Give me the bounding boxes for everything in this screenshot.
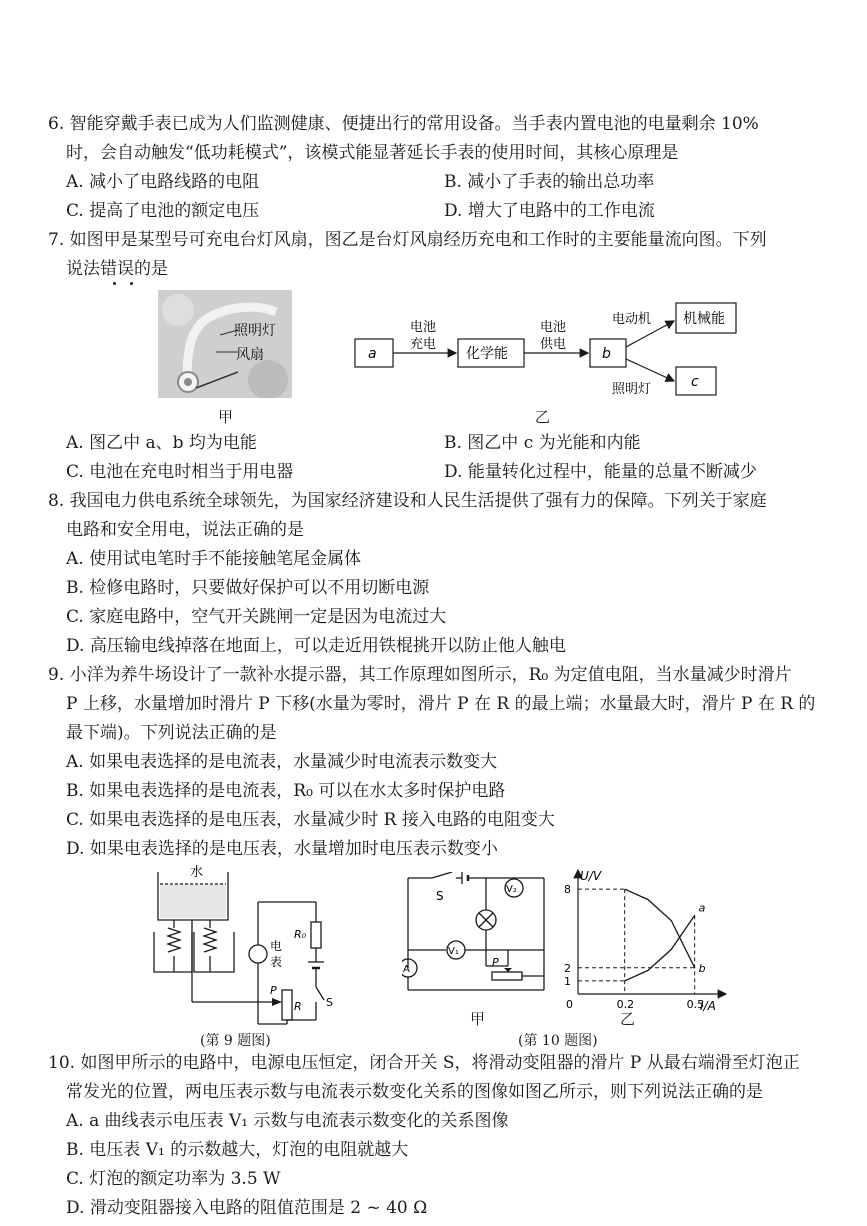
q9-option-c: C. 如果电表选择的是电压表，水量减少时 R 接入电路的电阻变大	[66, 810, 555, 830]
meter-circle	[249, 945, 267, 963]
s-label: S	[436, 889, 444, 903]
x-tick-label: 0.2	[616, 998, 635, 1011]
y-tick-label: 1	[564, 974, 571, 988]
q7-option-c: C. 电池在充电时相当于用电器	[66, 462, 294, 482]
q8-stem-line1: 8. 我国电力供电系统全球领先，为国家经济建设和人民生活提供了强有力的保障。下列关于家庭	[48, 491, 767, 511]
meter-label2: 表	[270, 955, 283, 969]
q6-stem-line1: 6. 智能穿戴手表已成为人们监测健康、便捷出行的常用设备。当手表内置电池的电量剩余 10%	[48, 114, 759, 134]
q10-circuit-figure	[402, 872, 552, 1000]
q9-figure-caption: (第 9 题图)	[200, 1033, 271, 1049]
q9-option-b: B. 如果电表选择的是电流表，R₀ 可以在水太多时保护电路	[66, 781, 506, 801]
v2-label: V₂	[506, 884, 517, 895]
q8-option-a: A. 使用试电笔时手不能接触笔尾金属体	[66, 549, 362, 569]
emphasis-dot	[130, 282, 133, 285]
box-chem-label: 化学能	[466, 346, 508, 362]
q7-stem-line1: 7. 如图甲是某型号可充电台灯风扇，图乙是台灯风扇经历充电和工作时的主要能量流向图。下列	[48, 230, 767, 250]
p-label: P	[492, 956, 499, 969]
r-label: R	[294, 1000, 302, 1013]
x-tick-label: 0.5	[686, 998, 705, 1011]
q10-option-b: B. 电压表 V₁ 的示数越大，灯泡的电阻就越大	[66, 1140, 409, 1160]
lamp-fan-photo	[158, 290, 292, 398]
switch-s	[316, 987, 324, 1000]
q8-option-c: C. 家庭电路中，空气开关跳闸一定是因为电流过大	[66, 607, 447, 627]
energy-flow-diagram	[350, 295, 750, 405]
x-tick-label: 0	[566, 998, 573, 1011]
photo-caption: 甲	[218, 408, 234, 426]
q10-option-d: D. 滑动变阻器接入电路的阻值范围是 2 ~ 40 Ω	[66, 1198, 428, 1218]
q10-figure-caption: (第 10 题图)	[518, 1033, 598, 1049]
box-b-label: b	[602, 346, 611, 362]
s-label: S	[326, 996, 333, 1009]
spring-right	[204, 928, 216, 952]
y-axis-label: U/V	[580, 869, 602, 883]
q10-ui-graph	[556, 862, 732, 1012]
r0-resistor	[311, 922, 321, 948]
box-mech-label: 机械能	[683, 311, 725, 327]
q7-option-a: A. 图乙中 a、b 均为电能	[66, 433, 257, 453]
p-label: P	[270, 984, 277, 997]
circuit-caption: 甲	[470, 1010, 486, 1028]
q9-stem-line1: 9. 小洋为养牛场设计了一款补水提示器，其工作原理如图所示，R₀ 为定值电阻，当水量减少时滑片	[48, 665, 792, 685]
curve-b-label: b	[698, 961, 706, 975]
x-axis-label: I/A	[700, 999, 716, 1012]
spring-left	[168, 928, 180, 952]
q7-option-d: D. 能量转化过程中，能量的总量不断减少	[444, 462, 757, 482]
photo-fan-label: 风扇	[236, 347, 264, 363]
graph-caption: 乙	[620, 1010, 636, 1028]
curve-b	[625, 889, 695, 968]
v1-label: V₁	[448, 946, 459, 957]
rheostat	[492, 972, 522, 980]
slider-arrow	[272, 998, 282, 1006]
meter-label1: 电	[270, 939, 283, 953]
q8-option-b: B. 检修电路时，只要做好保护可以不用切断电源	[66, 578, 430, 598]
curve-a-label: a	[698, 901, 706, 915]
q6-option-d: D. 增大了电路中的工作电流	[444, 201, 655, 221]
photo-lamp-label: 照明灯	[234, 323, 276, 339]
q8-stem-line2: 电路和安全用电，说法正确的是	[66, 520, 304, 540]
curve-a	[625, 915, 695, 981]
flow-caption: 乙	[535, 408, 551, 426]
lamp-label: 照明灯	[612, 382, 652, 397]
q7-option-b: B. 图乙中 c 为光能和内能	[444, 433, 641, 453]
y-tick-label: 8	[564, 883, 571, 897]
arrow1-line2: 充电	[410, 337, 437, 352]
emphasis-dot	[113, 282, 116, 285]
r0-label: R₀	[294, 928, 307, 941]
box-a-label: a	[368, 346, 377, 362]
q7-stem-line2: 说法错误的是	[66, 259, 168, 279]
q9-circuit-figure	[148, 862, 338, 1028]
arrow2-line2: 供电	[540, 337, 567, 352]
q10-option-c: C. 灯泡的额定功率为 3.5 W	[66, 1169, 281, 1189]
q6-option-b: B. 减小了手表的输出总功率	[444, 172, 655, 192]
a-label: A	[403, 964, 410, 975]
q9-stem-line2: P 上移，水量增加时滑片 P 下移(水量为零时，滑片 P 在 R 的最上端；水量最大时，滑片 P 在 R 的	[66, 694, 816, 714]
q9-option-d: D. 如果电表选择的是电压表，水量增加时电压表示数变小	[66, 839, 498, 859]
q10-option-a: A. a 曲线表示电压表 V₁ 示数与电流表示数变化的关系图像	[66, 1111, 509, 1131]
water-label: 水	[190, 865, 204, 880]
lamp-fan-sketch	[158, 290, 292, 398]
q8-option-d: D. 高压输电线掉落在地面上，可以走近用铁棍挑开以防止他人触电	[66, 636, 566, 656]
motor-label: 电动机	[612, 312, 652, 327]
q9-option-a: A. 如果电表选择的是电流表，水量减少时电流表示数变大	[66, 752, 498, 772]
q10-stem-line1: 10. 如图甲所示的电路中，电源电压恒定，闭合开关 S，将滑动变阻器的滑片 P 从最右端滑至灯泡正	[48, 1053, 800, 1073]
q6-option-a: A. 减小了电路线路的电阻	[66, 172, 260, 192]
box-c-label: c	[691, 374, 699, 390]
arrow-lamp	[626, 359, 674, 381]
arrow2-line1: 电池	[540, 320, 567, 335]
q6-option-c: C. 提高了电池的额定电压	[66, 201, 260, 221]
q6-stem-line2: 时，会自动触发“低功耗模式”，该模式能显著延长手表的使用时间，其核心原理是	[66, 143, 679, 163]
q9-stem-line3: 最下端)。下列说法正确的是	[66, 723, 277, 743]
y-tick-label: 2	[564, 961, 571, 975]
q10-stem-line2: 常发光的位置，两电压表示数与电流表示数变化关系的图像如图乙所示，则下列说法正确的是	[66, 1082, 763, 1102]
arrow1-line1: 电池	[410, 320, 437, 335]
water	[160, 884, 226, 918]
switch-s	[432, 872, 452, 878]
variable-resistor-r	[282, 990, 292, 1020]
